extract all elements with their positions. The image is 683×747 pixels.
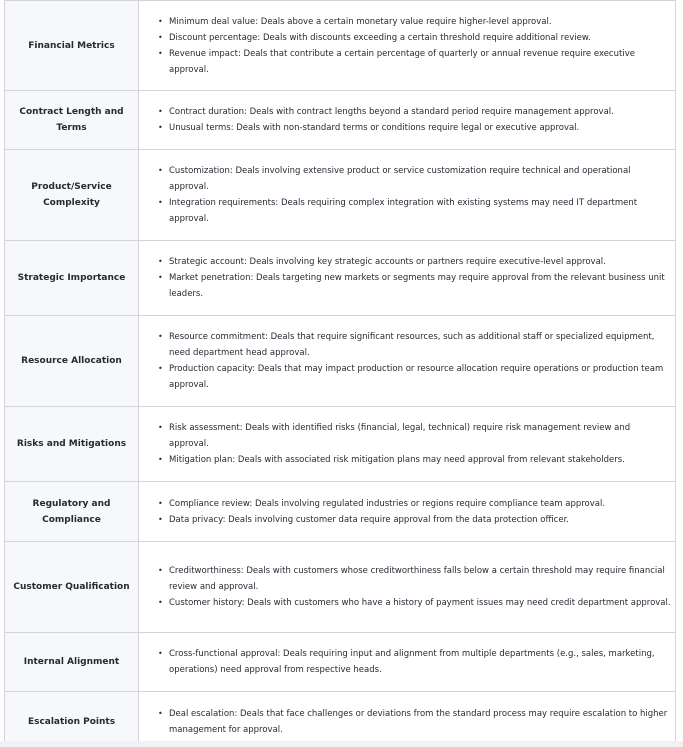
description-cell bbox=[139, 633, 676, 692]
list-item bbox=[158, 361, 671, 393]
list-item bbox=[158, 646, 671, 678]
bullet-icon: • bbox=[158, 498, 163, 508]
category-cell: Strategic Importance bbox=[5, 241, 139, 316]
table-row bbox=[5, 633, 676, 692]
category-cell: Resource Allocation bbox=[5, 316, 139, 407]
bullet-icon: • bbox=[158, 332, 163, 341]
list-item bbox=[158, 270, 671, 302]
item-text: Customization: Deals involving extensive product or service customization require technical and operational approval. bbox=[169, 166, 631, 192]
list-item bbox=[158, 120, 671, 136]
list-item bbox=[158, 46, 671, 78]
bullet-icon: • bbox=[158, 198, 163, 207]
list-item bbox=[158, 706, 671, 738]
item-text: Minimum deal value: Deals above a certain monetary value require higher-level approval. bbox=[169, 16, 552, 27]
description-cell bbox=[139, 241, 676, 316]
item-text: Risk assessment: Deals with identified risks (financial, legal, technical) require risk management review and approval. bbox=[169, 423, 631, 449]
table-row bbox=[5, 1, 676, 91]
table-row bbox=[5, 150, 676, 241]
item-text: Strategic account: Deals involving key strategic accounts or partners require executive-level approval. bbox=[169, 257, 606, 267]
description-cell bbox=[139, 692, 676, 747]
bullet-list bbox=[139, 420, 671, 468]
list-item bbox=[158, 496, 671, 512]
item-text: Customer history: Deals with customers who have a history of payment issues may need credit department approval. bbox=[169, 598, 671, 608]
bullet-list bbox=[139, 254, 671, 302]
bullet-icon: • bbox=[158, 123, 163, 132]
list-item bbox=[158, 563, 671, 595]
bullet-icon: • bbox=[158, 514, 163, 524]
item-text: Cross-functional approval: Deals requiring input and alignment from multiple departments (e.g., sales, marketing, operations) need approval from respective heads. bbox=[169, 649, 655, 675]
list-item bbox=[158, 512, 671, 528]
item-text: Contract duration: Deals with contract lengths beyond a standard period require management approval. bbox=[169, 107, 614, 117]
table-row bbox=[5, 692, 676, 747]
description-cell bbox=[139, 482, 676, 542]
table-body bbox=[5, 1, 676, 747]
table-row bbox=[5, 316, 676, 407]
bullet-list bbox=[139, 496, 671, 528]
category-cell: Product/Service Complexity bbox=[5, 150, 139, 241]
bullet-list bbox=[139, 706, 671, 738]
approval-criteria-table bbox=[4, 0, 676, 747]
item-text: Deal escalation: Deals that face challenges or deviations from the standard process may require escalation to higher management for approval. bbox=[169, 708, 668, 735]
table-row bbox=[5, 241, 676, 316]
table-row bbox=[5, 542, 676, 633]
item-text: Revenue impact: Deals that contribute a certain percentage of quarterly or annual revenue require executive approval. bbox=[169, 48, 635, 75]
list-item bbox=[158, 329, 671, 361]
category-cell: Regulatory and Compliance bbox=[5, 482, 139, 542]
category-cell: Contract Length and Terms bbox=[5, 91, 139, 150]
list-item bbox=[158, 254, 671, 270]
bullet-list bbox=[139, 163, 671, 227]
list-item bbox=[158, 30, 671, 46]
page-bottom-edge bbox=[0, 741, 683, 747]
bullet-icon: • bbox=[158, 32, 163, 42]
item-text: Data privacy: Deals involving customer data require approval from the data protection officer. bbox=[169, 514, 569, 525]
bullet-icon: • bbox=[158, 16, 163, 26]
list-item bbox=[158, 595, 671, 611]
bullet-icon: • bbox=[158, 273, 163, 282]
list-item bbox=[158, 14, 671, 30]
item-text: Discount percentage: Deals with discounts exceeding a certain threshold require additional review. bbox=[169, 32, 591, 43]
description-cell bbox=[139, 316, 676, 407]
item-text: Resource commitment: Deals that require significant resources, such as additional staff or specialized equipment, need department head approval. bbox=[169, 332, 655, 358]
table-row bbox=[5, 407, 676, 482]
description-cell bbox=[139, 150, 676, 241]
bullet-icon: • bbox=[158, 364, 163, 373]
list-item bbox=[158, 420, 671, 452]
item-text: Integration requirements: Deals requiring complex integration with existing systems may need IT department approval. bbox=[169, 198, 638, 224]
bullet-icon: • bbox=[158, 708, 163, 718]
bullet-list bbox=[139, 563, 671, 611]
item-text: Unusual terms: Deals with non-standard terms or conditions require legal or executive approval. bbox=[169, 123, 580, 133]
category-cell: Internal Alignment bbox=[5, 633, 139, 692]
list-item bbox=[158, 452, 671, 468]
category-cell: Customer Qualification bbox=[5, 542, 139, 633]
category-cell: Escalation Points bbox=[5, 692, 139, 747]
category-cell: Financial Metrics bbox=[5, 1, 139, 91]
bullet-list bbox=[139, 14, 671, 78]
table-row bbox=[5, 91, 676, 150]
description-cell bbox=[139, 1, 676, 91]
bullet-icon: • bbox=[158, 48, 163, 58]
bullet-icon: • bbox=[158, 166, 163, 175]
bullet-list bbox=[139, 329, 671, 393]
description-cell bbox=[139, 407, 676, 482]
item-text: Market penetration: Deals targeting new markets or segments may require approval from the relevant business unit leaders. bbox=[169, 273, 665, 299]
bullet-list bbox=[139, 104, 671, 136]
list-item bbox=[158, 163, 671, 195]
bullet-icon: • bbox=[158, 649, 163, 658]
item-text: Mitigation plan: Deals with associated risk mitigation plans may need approval from relevant stakeholders. bbox=[169, 455, 625, 465]
bullet-icon: • bbox=[158, 566, 163, 575]
item-text: Production capacity: Deals that may impact production or resource allocation require operations or production team approval. bbox=[169, 364, 664, 390]
table-row bbox=[5, 482, 676, 542]
bullet-list bbox=[139, 646, 671, 678]
bullet-icon: • bbox=[158, 107, 163, 116]
list-item bbox=[158, 104, 671, 120]
item-text: Compliance review: Deals involving regulated industries or regions require compliance team approval. bbox=[169, 498, 606, 509]
bullet-icon: • bbox=[158, 598, 163, 607]
description-cell bbox=[139, 91, 676, 150]
bullet-icon: • bbox=[158, 257, 163, 266]
list-item bbox=[158, 195, 671, 227]
bullet-icon: • bbox=[158, 423, 163, 432]
bullet-icon: • bbox=[158, 455, 163, 464]
description-cell bbox=[139, 542, 676, 633]
item-text: Creditworthiness: Deals with customers whose creditworthiness falls below a certain threshold may require financial review and approval. bbox=[169, 566, 665, 592]
category-cell: Risks and Mitigations bbox=[5, 407, 139, 482]
